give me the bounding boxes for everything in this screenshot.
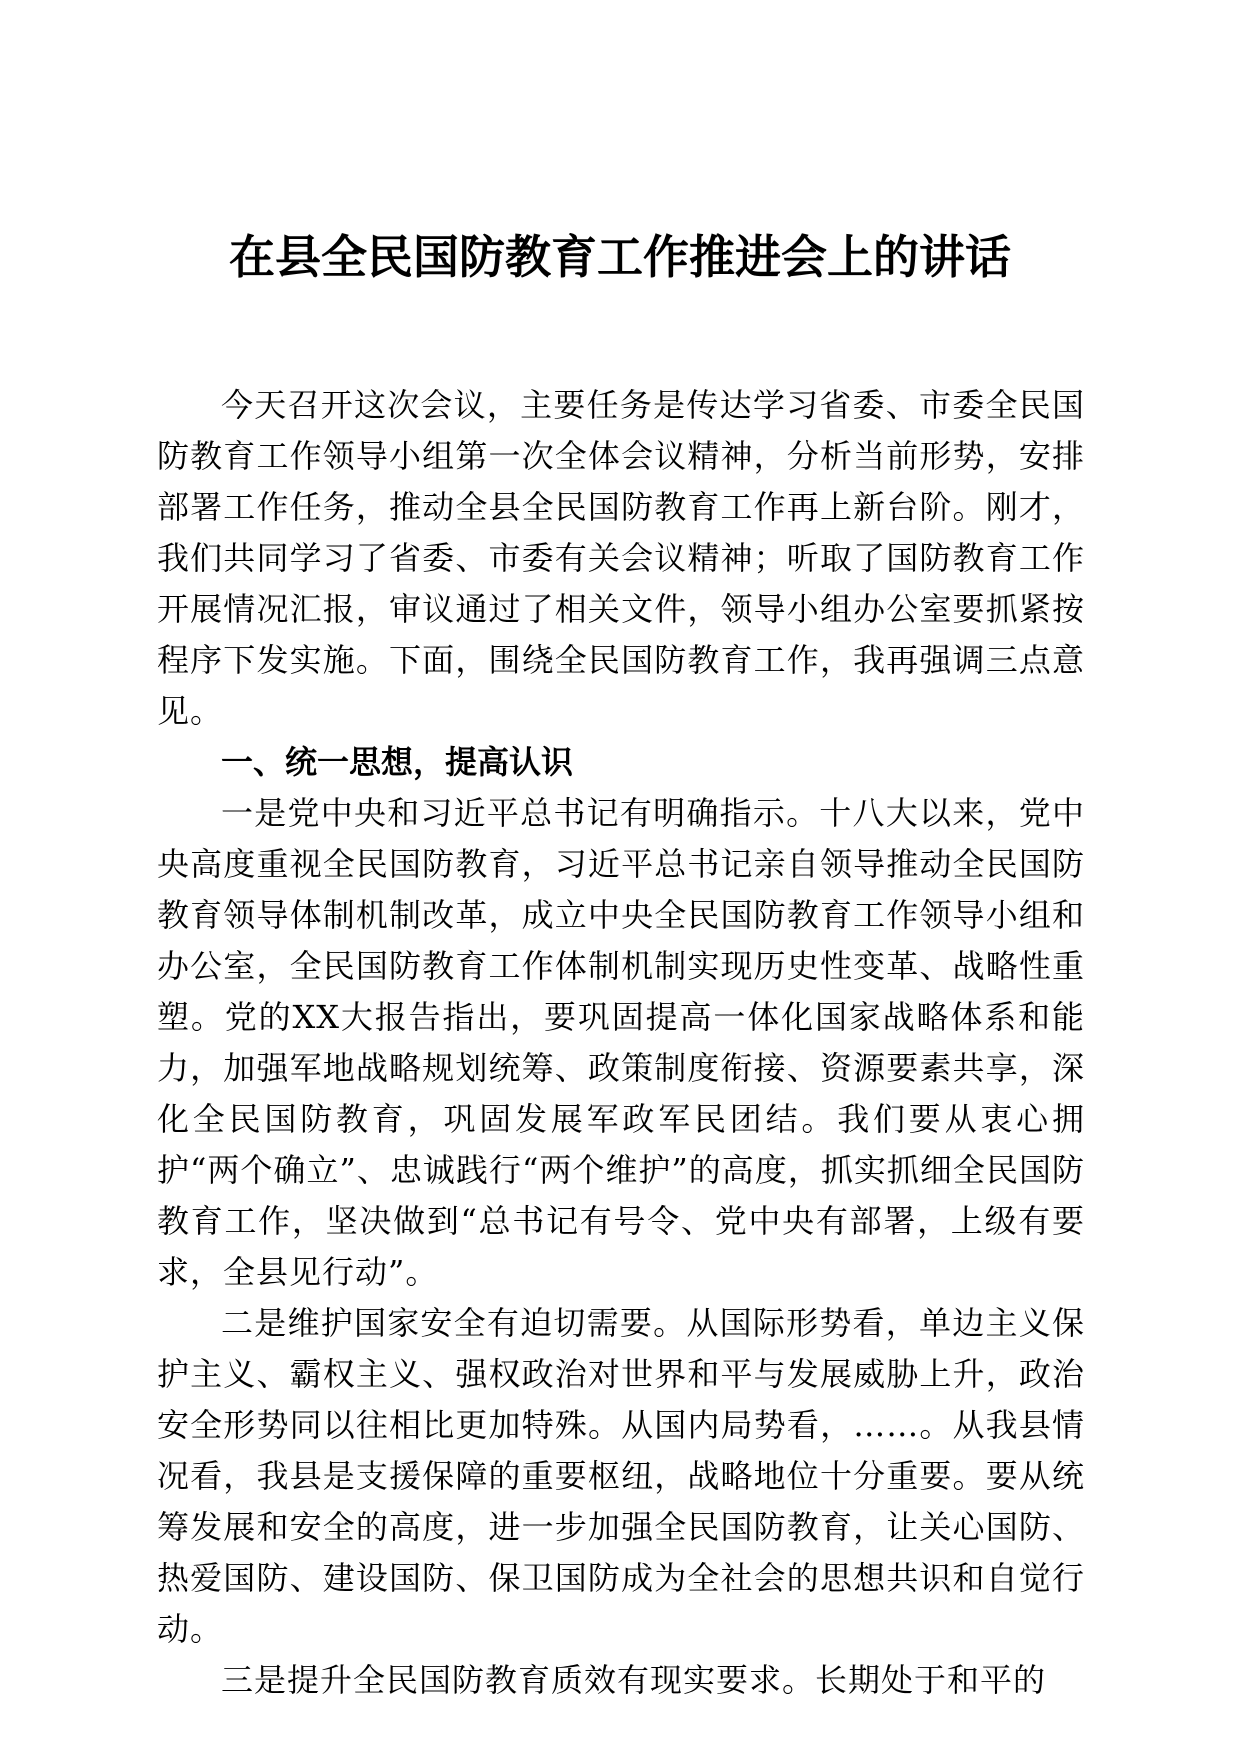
document-title: 在县全民国防教育工作推进会上的讲话 [229,230,1011,284]
document-body [157,380,1085,1706]
paragraph-intro: 今天召开这次会议，主要任务是传达学习省委、市委全民国防教育工作领导小组第一次全体会议精神，分析当前形势，安排部署工作任务，推动全县全民国防教育工作再上新台阶。刚才，我们共同学习了省委、市委有关会议精神；听取了国防教育工作开展情况汇报，审议通过了相关文件，领导小组办公室要抓紧按程序下发实施。下面，围绕全民国防教育工作，我再强调三点意见。 [157,386,1085,730]
section-heading-1: 一、统一思想，提高认识 [221,743,574,781]
paragraph-point-2: 二是维护国家安全有迫切需要。从国际形势看，单边主义保护主义、霸权主义、强权政治对世界和平与发展威胁上升，政治安全形势同以往相比更加特殊。从国内局势看，……。从我县情况看，我县是支援保障的重要枢纽，战略地位十分重要。要从统筹发展和安全的高度，进一步加强全民国防教育，让关心国防、热爱国防、建设国防、保卫国防成为全社会的思想共识和自觉行动。 [157,1304,1085,1648]
paragraph-point-1: 一是党中央和习近平总书记有明确指示。十八大以来，党中央高度重视全民国防教育，习近平总书记亲自领导推动全民国防教育领导体制机制改革，成立中央全民国防教育工作领导小组和办公室，全民国防教育工作体制机制实现历史性变革、战略性重塑。党的XX大报告指出，要巩固提高一体化国家战略体系和能力，加强军地战略规划统筹、政策制度衔接、资源要素共享，深化全民国防教育，巩固发展军政军民团结。我们要从衷心拥护“两个确立”、忠诚践行“两个维护”的高度，抓实抓细全民国防教育工作，坚决做到“总书记有号令、党中央有部署，上级有要求，全县见行动”。 [157,794,1085,1291]
paragraph-point-3: 三是提升全民国防教育质效有现实要求。长期处于和平的 [221,1661,1047,1699]
